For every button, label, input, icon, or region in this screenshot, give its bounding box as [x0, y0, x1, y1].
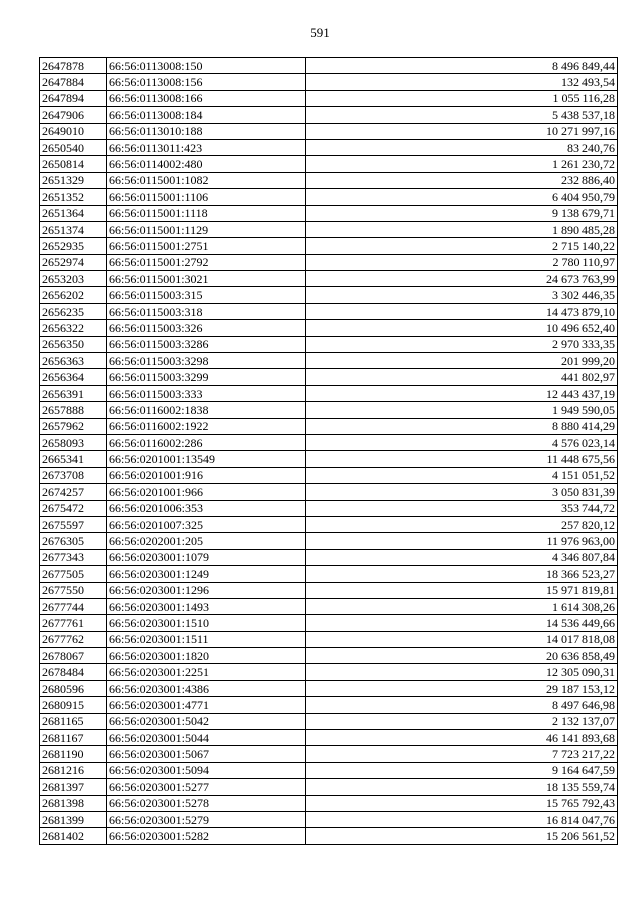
table-row — [40, 664, 618, 680]
cadastral-number-cell: 66:56:0115001:2792 — [107, 254, 306, 270]
row-id-cell: 2673708 — [40, 467, 107, 483]
cadastral-value-cell: 11 976 963,00 — [306, 533, 618, 549]
table-row — [40, 795, 618, 811]
cadastral-number-cell: 66:56:0116002:1922 — [107, 418, 306, 434]
cadastral-value-cell: 1 055 116,28 — [306, 90, 618, 106]
cadastral-value-cell: 1 949 590,05 — [306, 402, 618, 418]
cadastral-value-cell: 83 240,76 — [306, 139, 618, 155]
row-id-cell: 2656202 — [40, 287, 107, 303]
table-row — [40, 172, 618, 188]
table-row — [40, 615, 618, 631]
table-row — [40, 254, 618, 270]
cadastral-number-cell: 66:56:0113008:150 — [107, 58, 306, 74]
row-id-cell: 2681216 — [40, 762, 107, 778]
table-row — [40, 730, 618, 746]
table-row — [40, 467, 618, 483]
cadastral-value-cell: 4 576 023,14 — [306, 434, 618, 450]
table-row — [40, 451, 618, 467]
table-row — [40, 516, 618, 532]
cadastral-number-cell: 66:56:0201001:966 — [107, 484, 306, 500]
row-id-cell: 2681402 — [40, 828, 107, 844]
table-row — [40, 205, 618, 221]
cadastral-number-cell: 66:56:0203001:1510 — [107, 615, 306, 631]
cadastral-number-cell: 66:56:0203001:1296 — [107, 582, 306, 598]
cadastral-number-cell: 66:56:0115001:2751 — [107, 238, 306, 254]
cadastral-number-cell: 66:56:0203001:1493 — [107, 598, 306, 614]
row-id-cell: 2647906 — [40, 107, 107, 123]
cadastral-value-cell: 12 443 437,19 — [306, 385, 618, 401]
row-id-cell: 2678484 — [40, 664, 107, 680]
table-row — [40, 828, 618, 844]
cadastral-number-cell: 66:56:0203001:1079 — [107, 549, 306, 565]
table-row — [40, 746, 618, 762]
row-id-cell: 2656235 — [40, 303, 107, 319]
cadastral-value-cell: 6 404 950,79 — [306, 189, 618, 205]
cadastral-number-cell: 66:56:0113008:184 — [107, 107, 306, 123]
cadastral-value-cell: 11 448 675,56 — [306, 451, 618, 467]
cadastral-value-table — [39, 57, 618, 845]
cadastral-number-cell: 66:56:0115001:1129 — [107, 221, 306, 237]
table-row — [40, 271, 618, 287]
row-id-cell: 2656350 — [40, 336, 107, 352]
cadastral-value-cell: 9 138 679,71 — [306, 205, 618, 221]
row-id-cell: 2649010 — [40, 123, 107, 139]
cadastral-number-cell: 66:56:0203001:5094 — [107, 762, 306, 778]
cadastral-number-cell: 66:56:0201001:916 — [107, 467, 306, 483]
cadastral-value-cell: 3 050 831,39 — [306, 484, 618, 500]
cadastral-value-cell: 8 496 849,44 — [306, 58, 618, 74]
cadastral-number-cell: 66:56:0203001:5282 — [107, 828, 306, 844]
table-row — [40, 434, 618, 450]
row-id-cell: 2681398 — [40, 795, 107, 811]
table-row — [40, 303, 618, 319]
row-id-cell: 2651374 — [40, 221, 107, 237]
cadastral-value-cell: 10 496 652,40 — [306, 320, 618, 336]
table-row — [40, 713, 618, 729]
cadastral-value-cell: 29 187 153,12 — [306, 680, 618, 696]
cadastral-number-cell: 66:56:0115003:315 — [107, 287, 306, 303]
cadastral-number-cell: 66:56:0115001:1106 — [107, 189, 306, 205]
row-id-cell: 2677505 — [40, 566, 107, 582]
cadastral-value-cell: 15 971 819,81 — [306, 582, 618, 598]
row-id-cell: 2675597 — [40, 516, 107, 532]
row-id-cell: 2656391 — [40, 385, 107, 401]
row-id-cell: 2653203 — [40, 271, 107, 287]
cadastral-number-cell: 66:56:0203001:1511 — [107, 631, 306, 647]
row-id-cell: 2675472 — [40, 500, 107, 516]
table-row — [40, 631, 618, 647]
cadastral-value-cell: 1 261 230,72 — [306, 156, 618, 172]
cadastral-number-cell: 66:56:0202001:205 — [107, 533, 306, 549]
row-id-cell: 2681399 — [40, 811, 107, 827]
cadastral-value-cell: 4 151 051,52 — [306, 467, 618, 483]
row-id-cell: 2681190 — [40, 746, 107, 762]
cadastral-number-cell: 66:56:0203001:1820 — [107, 648, 306, 664]
cadastral-value-cell: 2 715 140,22 — [306, 238, 618, 254]
row-id-cell: 2677550 — [40, 582, 107, 598]
cadastral-value-cell: 16 814 047,76 — [306, 811, 618, 827]
row-id-cell: 2681165 — [40, 713, 107, 729]
table-row — [40, 582, 618, 598]
row-id-cell: 2677744 — [40, 598, 107, 614]
table-row — [40, 189, 618, 205]
cadastral-value-cell: 8 497 646,98 — [306, 697, 618, 713]
cadastral-number-cell: 66:56:0116002:286 — [107, 434, 306, 450]
cadastral-number-cell: 66:56:0115003:3298 — [107, 353, 306, 369]
cadastral-value-cell: 14 017 818,08 — [306, 631, 618, 647]
cadastral-number-cell: 66:56:0113011:423 — [107, 139, 306, 155]
row-id-cell: 2657962 — [40, 418, 107, 434]
cadastral-value-cell: 257 820,12 — [306, 516, 618, 532]
cadastral-value-cell: 15 206 561,52 — [306, 828, 618, 844]
row-id-cell: 2657888 — [40, 402, 107, 418]
table-row — [40, 320, 618, 336]
table-row — [40, 418, 618, 434]
cadastral-value-cell: 24 673 763,99 — [306, 271, 618, 287]
cadastral-value-cell: 232 886,40 — [306, 172, 618, 188]
table-row — [40, 762, 618, 778]
cadastral-number-cell: 66:56:0203001:5277 — [107, 779, 306, 795]
cadastral-value-cell: 18 366 523,27 — [306, 566, 618, 582]
row-id-cell: 2656364 — [40, 369, 107, 385]
cadastral-number-cell: 66:56:0113008:156 — [107, 74, 306, 90]
page-number: 591 — [310, 25, 330, 40]
table-row — [40, 107, 618, 123]
table-row — [40, 336, 618, 352]
cadastral-number-cell: 66:56:0201007:325 — [107, 516, 306, 532]
row-id-cell: 2681167 — [40, 730, 107, 746]
table-row — [40, 648, 618, 664]
table-row — [40, 139, 618, 155]
row-id-cell: 2647878 — [40, 58, 107, 74]
table-row — [40, 353, 618, 369]
cadastral-value-cell: 8 880 414,29 — [306, 418, 618, 434]
table-body — [40, 58, 618, 845]
cadastral-value-cell: 4 346 807,84 — [306, 549, 618, 565]
table-row — [40, 697, 618, 713]
row-id-cell: 2674257 — [40, 484, 107, 500]
row-id-cell: 2677761 — [40, 615, 107, 631]
cadastral-number-cell: 66:56:0116002:1838 — [107, 402, 306, 418]
cadastral-number-cell: 66:56:0115003:333 — [107, 385, 306, 401]
cadastral-number-cell: 66:56:0115001:1118 — [107, 205, 306, 221]
cadastral-value-cell: 15 765 792,43 — [306, 795, 618, 811]
row-id-cell: 2658093 — [40, 434, 107, 450]
cadastral-number-cell: 66:56:0201006:353 — [107, 500, 306, 516]
table-row — [40, 484, 618, 500]
row-id-cell: 2677762 — [40, 631, 107, 647]
cadastral-value-cell: 18 135 559,74 — [306, 779, 618, 795]
cadastral-number-cell: 66:56:0201001:13549 — [107, 451, 306, 467]
cadastral-number-cell: 66:56:0203001:5042 — [107, 713, 306, 729]
table-row — [40, 58, 618, 74]
row-id-cell: 2651364 — [40, 205, 107, 221]
cadastral-number-cell: 66:56:0115003:318 — [107, 303, 306, 319]
row-id-cell: 2680915 — [40, 697, 107, 713]
table-row — [40, 74, 618, 90]
cadastral-number-cell: 66:56:0203001:5044 — [107, 730, 306, 746]
table-row — [40, 680, 618, 696]
table-row — [40, 385, 618, 401]
row-id-cell: 2676305 — [40, 533, 107, 549]
cadastral-number-cell: 66:56:0203001:5278 — [107, 795, 306, 811]
cadastral-value-cell: 201 999,20 — [306, 353, 618, 369]
cadastral-value-cell: 14 536 449,66 — [306, 615, 618, 631]
cadastral-number-cell: 66:56:0203001:1249 — [107, 566, 306, 582]
cadastral-value-cell: 2 780 110,97 — [306, 254, 618, 270]
cadastral-number-cell: 66:56:0203001:4386 — [107, 680, 306, 696]
cadastral-value-cell: 2 132 137,07 — [306, 713, 618, 729]
row-id-cell: 2651329 — [40, 172, 107, 188]
table-row — [40, 90, 618, 106]
row-id-cell: 2651352 — [40, 189, 107, 205]
cadastral-number-cell: 66:56:0115003:326 — [107, 320, 306, 336]
cadastral-number-cell: 66:56:0203001:5279 — [107, 811, 306, 827]
table-row — [40, 811, 618, 827]
cadastral-number-cell: 66:56:0115001:1082 — [107, 172, 306, 188]
cadastral-value-cell: 12 305 090,31 — [306, 664, 618, 680]
cadastral-number-cell: 66:56:0203001:2251 — [107, 664, 306, 680]
table-row — [40, 287, 618, 303]
cadastral-number-cell: 66:56:0113008:166 — [107, 90, 306, 106]
row-id-cell: 2677343 — [40, 549, 107, 565]
cadastral-value-cell: 2 970 333,35 — [306, 336, 618, 352]
cadastral-number-cell: 66:56:0114002:480 — [107, 156, 306, 172]
table-row — [40, 221, 618, 237]
cadastral-value-cell: 9 164 647,59 — [306, 762, 618, 778]
row-id-cell: 2650814 — [40, 156, 107, 172]
cadastral-value-cell: 46 141 893,68 — [306, 730, 618, 746]
table-row — [40, 549, 618, 565]
row-id-cell: 2665341 — [40, 451, 107, 467]
table-row — [40, 533, 618, 549]
cadastral-number-cell: 66:56:0113010:188 — [107, 123, 306, 139]
cadastral-value-cell: 1 614 308,26 — [306, 598, 618, 614]
row-id-cell: 2650540 — [40, 139, 107, 155]
table-row — [40, 156, 618, 172]
table-row — [40, 369, 618, 385]
cadastral-value-cell: 353 744,72 — [306, 500, 618, 516]
cadastral-value-cell: 1 890 485,28 — [306, 221, 618, 237]
table-row — [40, 779, 618, 795]
row-id-cell: 2656322 — [40, 320, 107, 336]
cadastral-number-cell: 66:56:0203001:5067 — [107, 746, 306, 762]
table-row — [40, 598, 618, 614]
table-row — [40, 123, 618, 139]
cadastral-value-cell: 20 636 858,49 — [306, 648, 618, 664]
table-row — [40, 500, 618, 516]
cadastral-number-cell: 66:56:0115001:3021 — [107, 271, 306, 287]
cadastral-value-cell: 10 271 997,16 — [306, 123, 618, 139]
row-id-cell: 2647894 — [40, 90, 107, 106]
row-id-cell: 2652974 — [40, 254, 107, 270]
cadastral-value-cell: 132 493,54 — [306, 74, 618, 90]
cadastral-value-cell: 14 473 879,10 — [306, 303, 618, 319]
table-row — [40, 402, 618, 418]
row-id-cell: 2678067 — [40, 648, 107, 664]
cadastral-value-cell: 7 723 217,22 — [306, 746, 618, 762]
row-id-cell: 2680596 — [40, 680, 107, 696]
cadastral-number-cell: 66:56:0203001:4771 — [107, 697, 306, 713]
table-row — [40, 238, 618, 254]
cadastral-number-cell: 66:56:0115003:3299 — [107, 369, 306, 385]
cadastral-value-cell: 5 438 537,18 — [306, 107, 618, 123]
cadastral-number-cell: 66:56:0115003:3286 — [107, 336, 306, 352]
cadastral-value-cell: 441 802,97 — [306, 369, 618, 385]
cadastral-value-cell: 3 302 446,35 — [306, 287, 618, 303]
row-id-cell: 2681397 — [40, 779, 107, 795]
table-row — [40, 566, 618, 582]
row-id-cell: 2647884 — [40, 74, 107, 90]
row-id-cell: 2652935 — [40, 238, 107, 254]
row-id-cell: 2656363 — [40, 353, 107, 369]
